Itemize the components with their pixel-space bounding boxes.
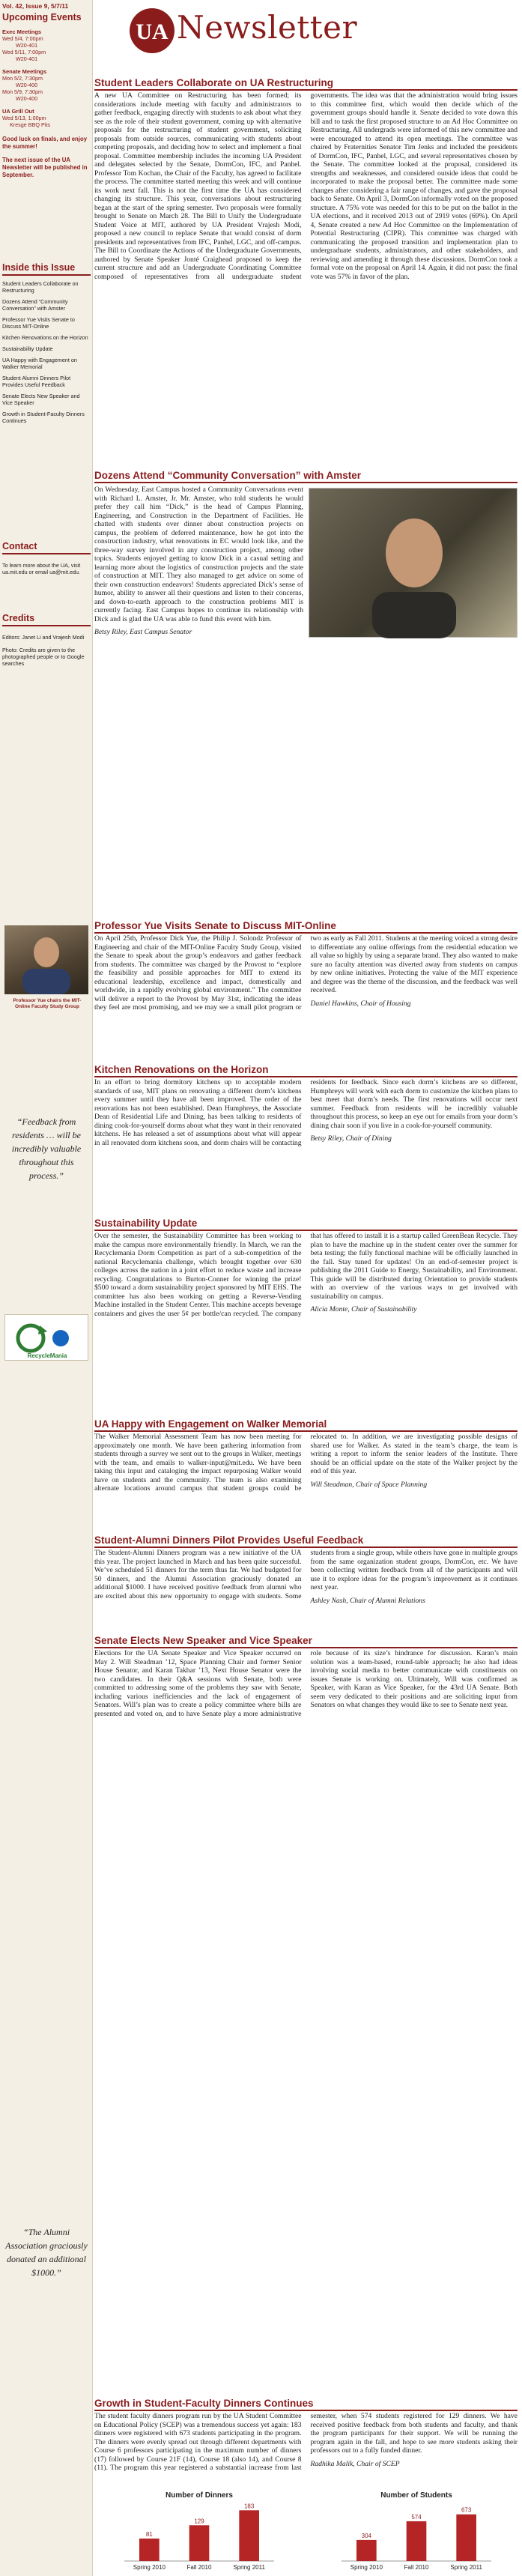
article-sustainability-body — [94, 1232, 518, 1398]
recyclemania-label: RecycleMania — [27, 1352, 67, 1359]
article-growth-body — [94, 2412, 518, 2487]
contact-text: To learn more about the UA, visit ua.mit.edu or email ua@mit.edu. — [2, 562, 81, 575]
recyclemania-logo — [4, 1314, 88, 1361]
article-alumni-body — [94, 1549, 518, 1631]
headline-yue: Professor Yue Visits Senate to Discuss MIT-Online — [94, 920, 518, 934]
event-line: Wed 5/4, 7:00pm — [2, 35, 43, 42]
contact-title: Contact — [2, 541, 91, 554]
headline-sustainability: Sustainability Update — [94, 1218, 518, 1231]
article-growth-text: The student faculty dinners program run by the UA Student Committee on Educational Policy (SCEP) was a tremendous success yet again: 183 dinners were registered with 673 students participating in the program. The dinners were evenly spread out through different departments with Course 6 professors participating in the maximum number of dinners (17) followed by Course 21F (14), Course 18 (also 14), and Course 8 (11). The program this year registered a substantial increase from last semester, when 574 students registered for 129 dinners. We have received positive feedback from both students and faculty, and thank the program participants for their support. We will be running the program again in the fall, and hope to see more students asking their professors out to a fully funded dinner. — [94, 2412, 518, 2472]
portrait-icon — [309, 489, 518, 638]
sidebar — [0, 0, 93, 2576]
headline-senate: Senate Elects New Speaker and Vice Speaker — [94, 1635, 518, 1648]
article-senate-text: Elections for the UA Senate Speaker and Vice Speaker occurred on May 2. Will Steadman ’12, Space Planning Chair and former Senior House Senator, and Karan Takhar ’13, Next House Senator were the two candidates. In their Q&A sessions with Senate, both were committed to addressing some of the problems they saw with Senate, including various inefficiencies and the lack of engagement of Senators. Will’s plan was to create a policy committee where bills are presented and voted on, and to have Senate play a more administrative role because of its size’s hindrance for discussion. Karan’s main solution was a team-based, round-table approach; he also had ideas involving social media to better communicate with constituents on issues Senate is working on. Ultimately, Will was confirmed as Speaker, with Karan as Vice Speaker, for the 43rd UA Senate. Both seem very dedicated to their positions and are soliciting input from Senators on what changes they would like to see to Senate next year. — [94, 1649, 518, 1718]
credits-title: Credits — [2, 613, 91, 626]
toc-item[interactable]: Sustainability Update — [2, 345, 53, 352]
toc-item[interactable]: Student Leaders Collaborate on Restructuring — [2, 280, 79, 294]
chart-data-label: 129 — [194, 2518, 204, 2525]
contact-section — [2, 541, 91, 575]
masthead — [94, 0, 522, 75]
inside-issue-title: Inside this Issue — [2, 262, 91, 276]
chart-category-label: Spring 2011 — [233, 2564, 265, 2571]
event-line: W20-401 — [16, 55, 38, 62]
alumni-byline: Ashley Nash, Chair of Alumni Relations — [310, 1596, 425, 1605]
chart-category-label: Spring 2011 — [450, 2564, 482, 2571]
headline-growth: Growth in Student-Faculty Dinners Continues — [94, 2398, 518, 2411]
amster-byline: Betsy Riley, East Campus Senator — [94, 628, 192, 636]
ua-logo-icon — [129, 7, 175, 54]
growth-byline: Radhika Malik, Chair of SCEP — [310, 2459, 400, 2468]
issue-info: Vol. 42, Issue 9, 5/7/11 — [2, 2, 69, 10]
article-restructuring-body — [94, 91, 518, 450]
article-senate-body — [94, 1649, 518, 1741]
event-line: W20-400 — [16, 82, 38, 88]
chart-category-label: Spring 2010 — [350, 2564, 383, 2571]
upcoming-events — [2, 12, 91, 179]
headline-alumni: Student-Alumni Dinners Pilot Provides Useful Feedback — [94, 1535, 518, 1548]
event-line: Wed 5/13, 1:00pm — [2, 115, 46, 121]
credits-photo: Photo: Credits are given to the photographed people or to Google searches — [2, 647, 85, 667]
chart-title: Number of Dinners — [165, 2491, 234, 2500]
credits-editors: Editors: Janet Li and Vrajesh Modi — [2, 634, 85, 641]
chart-bar — [407, 2521, 427, 2561]
chart-data-label: 673 — [461, 2506, 472, 2514]
toc-item[interactable]: Professor Yue Visits Senate to Discuss MIT-Online — [2, 316, 75, 330]
chart-title: Number of Students — [380, 2491, 452, 2500]
article-yue-body — [94, 934, 518, 1048]
headline-restructuring: Student Leaders Collaborate on UA Restructuring — [94, 77, 518, 91]
chart-bar — [189, 2525, 210, 2561]
article-alumni-text: The Student-Alumni Dinners program was a new initiative of the UA this year. The project launched in March and has been quite successful. We’ve scheduled 51 dinners for the term thus far. We had budgeted for 50 dinners, and the Alumni Association graciously donated an additional $1000. I have received positive feedback from alumni who are excited about this new opportunity to engage with students. Some students from a single group, while others have gone in multiple groups from the same organization student groups, DormCon, etc. We have been collecting written feedback from all of the participants and will use it to explore ideas for the program’s improvement as it continues next year. — [94, 1549, 518, 1600]
event-exec-name: Exec Meetings — [2, 28, 42, 35]
dinner-charts — [94, 2489, 518, 2576]
amster-photo — [309, 488, 518, 638]
toc-item[interactable]: Kitchen Renovations on the Horizon — [2, 334, 88, 341]
event-line: Mon 5/2, 7:30pm — [2, 75, 43, 82]
yue-byline: Daniel Hawkins, Chair of Housing — [310, 999, 411, 1008]
inside-issue — [2, 262, 91, 424]
toc-list — [2, 280, 91, 424]
event-line: Wed 5/11, 7:00pm — [2, 49, 46, 55]
chart-category-label: Spring 2010 — [133, 2564, 166, 2571]
article-kitchen-text: In an effort to bring dormitory kitchens up to acceptable modern standards of use, MIT plans on renovating a different dorm’s kitchens every summer until they have all been improved. The order of the renovations has not been established. Dean Humphreys, the Associate Dean of Residential Life and Dining, has been talking to residents of dining cook-for-yourself dorms about what they want in their renovated kitchens. He has released a set of assumptions about what will appear in all renovated dorm kitchens soon, and dorm chairs will be contacting residents for feedback. Since each dorm’s kitchens are so different, Humphreys will work with each dorm to customize the kitchen plans to best meet that dorm’s needs. The first renovations will occur next summer. Feedback from residents will be incredibly valuable throughout this process, so keep an eye out for emails from your dorm’s dining chair soon if you live in a cook-for-yourself community. — [94, 1078, 518, 1147]
article-walker-text: The Walker Memorial Assessment Team has now been meeting for approximately one month. We have been gathering information from students through a survey we sent out to the groups in Walker, meetings with the team, and emails to walker-input@mit.edu. We have been taking this input and cataloging the impact repurposing Walker would have on students and the community. The team is also examining alternate locations around campus that student groups could be relocated to. In addition, we are investigating possible designs of shared use for Walker. As stated in the team’s charge, the team is writing a report to inform the senior leaders of the Institute. There should be an official update on the state of the Walker project by the end of this year. — [94, 1433, 518, 1493]
article-kitchen-body — [94, 1078, 518, 1188]
article-amster-body — [94, 486, 303, 764]
upcoming-events-title: Upcoming Events — [2, 12, 82, 22]
event-line: W20-401 — [16, 42, 38, 49]
event-grill-name: UA Grill Out — [2, 108, 34, 115]
sustainability-byline: Alicia Monte, Chair of Sustainability — [310, 1305, 417, 1313]
headline-walker: UA Happy with Engagement on Walker Memorial — [94, 1418, 518, 1432]
professor-yue-photo — [4, 925, 88, 994]
article-restructuring-text: A new UA Committee on Restructuring has been formed; its considerations include meeting with faculty and administrators to gather feedback, engaging directly with students to ask about what they see as the role of their student government, coming up with alternative proposals for the restructuring of student government, soliciting proposals from outside sources, communicating with students about competing proposals, and deciding how to select and implement a final proposal. Committee membership includes the incoming UA President and delegates selected by the Senate, DormCon, IFC, and Panhel. Professor Tom Kochan, the Chair of the Faculty, has agreed to facilitate the process. The committee started meeting this week and will continue its work next fall. This is not the first time the UA has considered changing its structure. This year, conversations about restructuring began at the start of the spring semester. Two proposals were formally brought to Senate on March 28. The Bill to Unify the Undergraduate Student Voice at MIT, authored by UA President Vrajesh Modi, proposed a new council to replace Senate that would consist of dorm presidents and representatives from IFC, Panhel, LGC, and off-campus. The Bill to Coordinate the Actions of the Undergraduate Governments, authored by Senate Speaker Jonté Craighead proposed to keep the current structure and add an Undergraduate Coordinating Committee composed of representatives from all undergraduate student governments. The idea was that the administration would bring issues to this committee first, which would then decide which of the government groups should handle it. Senate decided to vote down this bill and to task the first proposed structure to an Ad Hoc Committee on Restructuring. All undergrads were informed of this new committee and were encouraged to attend its open meetings. The committee was chaired by Fraternities Senator Tim Jenks and included the presidents of DormCon, IFC, Panhel, LGC, and several representatives chosen by the Senate. The committee looked at the proposal, considered its strengths and weaknesses, and considered outside ideas that could be incorporated to make the proposal better. The committee made some changes after considering a fair range of changes, and gave the proposal back to Senate. On April 3, DormCon informally voted on the proposed structure. A 75% vote was needed for this to be put on the ballot in the UA elections, and it received 2013 out of 2919 votes (69%). On April 4, Senate created a new Ad Hoc Committee on the Implementation of Potential Restructuring (CIPR). This committee was charged with communicating the proposed transition and implementation plan to undergraduate students, administrators, and other stakeholders, and reviewing and amending it through these discussions. DormCon took a formal vote on the proposal on April 14. Again, it did not pass: the final vote was 57% in favor of the plan. — [94, 91, 518, 281]
chart-bar — [456, 2515, 476, 2561]
logo-text: UA — [136, 19, 169, 44]
event-senate-name: Senate Meetings — [2, 68, 47, 75]
walker-byline: Will Steadman, Chair of Space Planning — [310, 1480, 428, 1489]
chart-data-label: 304 — [361, 2532, 372, 2539]
credits-section — [2, 613, 91, 667]
chart-data-label: 574 — [411, 2513, 422, 2521]
next-issue-text: The next issue of the UA Newsletter will be published in September. — [2, 157, 88, 178]
toc-item[interactable]: Senate Elects New Speaker and Vice Speaker — [2, 393, 80, 406]
article-sustainability-text: Over the semester, the Sustainability Committee has been working to make the campus more environmentally friendly. In March, we ran the Recyclemania Dorm Competition as part of a sub-competition of the national Recyclemania challenge, which brought together over 630 colleges across the nation in a joint effort to reduce waste and increase recycling. Congratulations to Burton-Conner for winning the prize! $500 toward a dorm sustainability project sponsored by MIT EHS. The committee has also been working on getting a Reverse-Vending Machine installed in the Student Center. This machine accepts beverage containers and gives the user 5¢ per bottle/can recycled. The company that has offered to install it is a startup called GreenBean Recycle. They plan to have the machine up in the student center over the summer for beta testing; the fully functional machine will be officially launched in the fall. Stay tuned for updates! On an end-of-semester project is publishing the 2011 Guide to Energy, Sustainability, and Environment. This guide will be distributed during Orientation to provide students with an overview of the various ways to get involved with sustainability on campus. — [94, 1232, 518, 1318]
promo-text: Good luck on finals, and enjoy the summer! — [2, 136, 88, 150]
event-line: Mon 5/9, 7:30pm — [2, 88, 43, 95]
yue-caption: Professor Yue chairs the MIT-Online Faculty Study Group — [13, 998, 82, 1009]
article-walker-body — [94, 1433, 518, 1521]
alumni-quote: “The Alumni Association graciously donated an additional $1000.” — [5, 2227, 88, 2278]
article-amster-text: On Wednesday, East Campus hosted a Community Conversations event with Richard L. Amster, Jr. Mr. Amster, who told students he would prefer they call him “Dick,” is the head of Campus Planning, Engineering, and Construction in the Department of Facilities. He chatted with students over dinner about construction projects on campus, the problem of deferred maintenance, how he got into the construction industry, what renovations in EC would look like, and the three-way survey involved in any construction project, among other topics. Students enjoyed getting to know Dick in a casual setting and learning more about the logistics of construction projects and the state of construction at MIT. They also managed to get advice on some of their own construction endeavors! Students appreciated Dick’s sense of humor, ability to answer all their questions and listen to their concerns, and down-to-earth approach to the construction problems MIT is currently facing. East Campus hopes to continue its relationship with Dick and is glad the UA was able to fund this event with him. — [94, 486, 303, 623]
event-line: W20-400 — [16, 95, 38, 102]
event-line: Kresge BBQ Pits — [10, 121, 50, 128]
toc-item[interactable]: Dozens Attend “Community Conversation” with Amster — [2, 298, 68, 312]
chart-bar — [139, 2539, 160, 2561]
portrait-icon — [4, 925, 88, 994]
headline-amster: Dozens Attend “Community Conversation” with Amster — [94, 470, 518, 483]
toc-item[interactable]: Growth in Student-Faculty Dinners Continues — [2, 411, 85, 424]
toc-item[interactable]: Student Alumni Dinners Pilot Provides Useful Feedback — [2, 375, 71, 388]
headline-kitchen: Kitchen Renovations on the Horizon — [94, 1064, 518, 1077]
chart-data-label: 183 — [243, 2503, 255, 2510]
article-yue-text: On April 25th, Professor Dick Yue, the Philip J. Solondz Professor of Engineering and chair of the MIT-Online Faculty Study Group, visited the Senate to speak about the group’s endeavors and gather feedback from students. The committee was charged by the Provost to “explore the feasibility and possible approaches for MIT to extend its educational leadership, excellence and impact, domestically and worldwide, in a rapidly evolving global environment.” The committee will deliver a report to the Provost by May 31st, indicating the ideas they feel are most promising, and we may see a small pilot program or two as early as Fall 2011. Students at the meeting voiced a strong desire to differentiate any online offerings from the residential education we all value so highly by using a separate brand. They also wanted to make sure no faculty attention was diverted away from students on campus by new online initiatives. Protecting the value of the MIT experience and degree was the theme of the discussion, and the feedback was well received. — [94, 934, 518, 1012]
chart-bar — [356, 2540, 377, 2561]
chart-category-label: Fall 2010 — [186, 2564, 212, 2571]
kitchen-quote: “Feedback from residents … will be incredibly valuable throughout this process.” — [11, 1116, 82, 1181]
kitchen-byline: Betsy Riley, Chair of Dining — [310, 1134, 392, 1143]
newsletter-title: Newsletter — [177, 9, 358, 46]
chart-category-label: Fall 2010 — [404, 2564, 429, 2571]
chart-bar — [239, 2510, 259, 2561]
toc-item[interactable]: UA Happy with Engagement on Walker Memorial — [2, 357, 77, 370]
chart-data-label: 81 — [145, 2531, 153, 2539]
